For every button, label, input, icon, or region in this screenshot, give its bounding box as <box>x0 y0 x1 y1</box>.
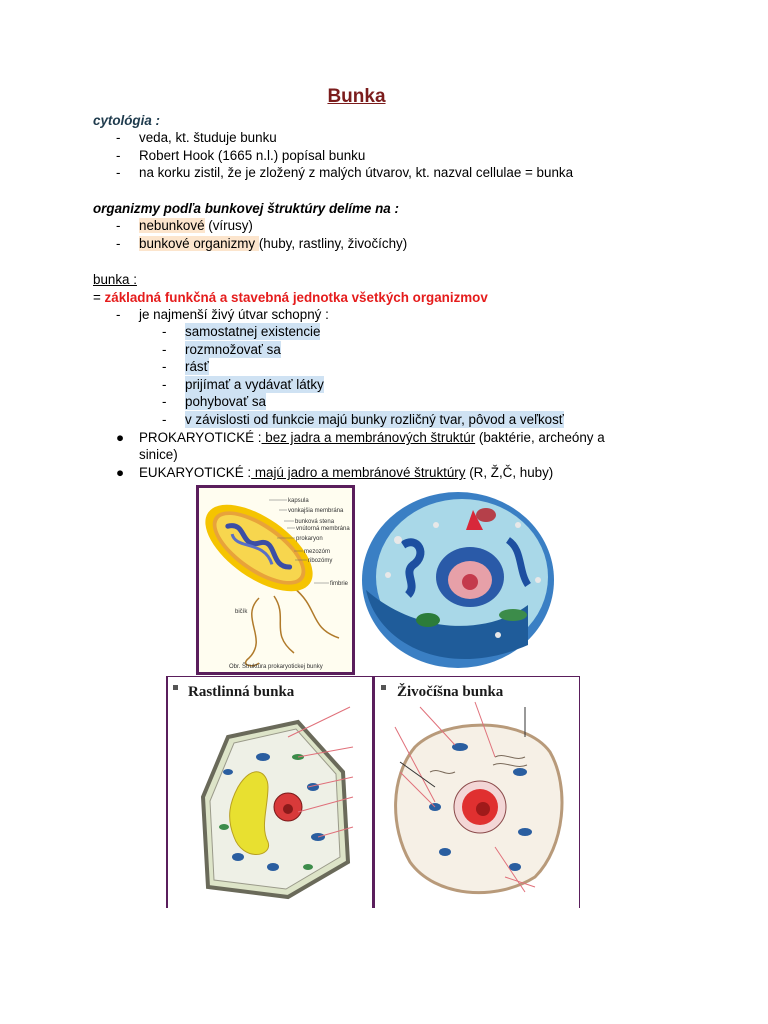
prokaryotic-label: PROKARYOTICKÉ : <box>139 430 262 445</box>
page-title: Bunka <box>327 86 386 107</box>
animal-cell-illustration <box>375 677 579 908</box>
dash-marker: - <box>162 359 167 374</box>
eukaryotic-label: EUKARYOTICKÉ : <box>139 465 252 480</box>
prokaryotic-examples: (baktérie, archeóny a <box>475 430 605 445</box>
organisms-heading: organizmy podľa bunkovej štruktúry delíme na : <box>93 201 399 216</box>
bacterium-label: fimbrie <box>330 581 349 587</box>
dash-marker: - <box>162 377 167 392</box>
definition-text: základná funkčná a stavebná jednotka všetkých organizmov <box>104 290 488 305</box>
dash-marker: - <box>162 324 167 339</box>
ability-text: rásť <box>185 359 209 374</box>
plain-text: (vírusy) <box>204 218 253 233</box>
prokaryotic-underlined: bez jadra a membránových štruktúr <box>261 430 476 445</box>
cell-heading: bunka : <box>93 272 137 287</box>
bacterium-caption: Obr. Štruktúra prokaryotickej bunky <box>229 664 323 670</box>
prokaryotic-text <box>139 429 605 446</box>
dash-marker: - <box>116 130 121 145</box>
bacterium-label: kapsula <box>288 498 309 504</box>
sub-item-text: je najmenší živý útvar schopný : <box>139 307 329 322</box>
ability-text: prijímať a vydávať látky <box>185 377 324 392</box>
ability-text: samostatnej existencie <box>185 324 321 339</box>
bacterium-label: mezozóm <box>304 549 331 555</box>
animal-cell-figure <box>372 676 580 908</box>
eukaryotic-text <box>139 464 553 481</box>
ability-text: rozmnožovať sa <box>185 342 281 357</box>
dash-marker: - <box>162 342 167 357</box>
eukaryotic-underlined: majú jadro a membránové štruktúry <box>251 465 466 480</box>
dash-marker: - <box>116 307 121 322</box>
eukaryotic-examples: (R, Ž,Č, huby) <box>465 465 554 480</box>
bullet-marker: ● <box>116 465 125 480</box>
plain-text: (huby, rastliny, živočíchy) <box>258 236 408 251</box>
plant-cell-illustration <box>168 677 372 908</box>
highlight-text: nebunkové <box>139 218 205 233</box>
dash-marker: - <box>116 218 121 233</box>
cytology-item-text: Robert Hook (1665 n.l.) popísal bunku <box>139 148 366 163</box>
organisms-item-text <box>139 235 407 252</box>
eukaryote-figure <box>358 485 558 675</box>
bacterium-label: prokaryon <box>296 536 323 542</box>
dash-marker: - <box>162 394 167 409</box>
prokaryote-figure <box>196 485 355 675</box>
bacterium-label: bunková stena <box>295 519 335 525</box>
cytology-item-text: veda, kt. študuje bunku <box>139 130 277 145</box>
bacterium-label: vonkajšia membrána <box>288 508 344 514</box>
organisms-item-text <box>139 217 253 234</box>
cell-definition <box>93 289 488 306</box>
equals-sign: = <box>93 290 105 305</box>
highlight-text: bunkové organizmy <box>139 236 259 251</box>
dash-marker: - <box>116 165 121 180</box>
bacterium-label: bičík <box>235 609 248 615</box>
dash-marker: - <box>162 412 167 427</box>
ability-text: pohybovať sa <box>185 394 266 409</box>
bullet-marker: ● <box>116 430 125 445</box>
prokaryotic-continuation: sinice) <box>139 447 178 462</box>
cytology-item-text: na korku zistil, že je zložený z malých útvarov, kt. nazval cellulae = bunka <box>139 165 574 180</box>
dash-marker: - <box>116 236 121 251</box>
bacterium-label: ribozómy <box>308 558 333 564</box>
plant-cell-figure <box>166 676 372 908</box>
plant-cell-title: Rastlinná bunka <box>188 684 295 700</box>
bacterium-illustration <box>199 488 352 672</box>
dash-marker: - <box>116 148 121 163</box>
animal-cell-3d-illustration <box>358 485 558 675</box>
cytology-heading: cytológia : <box>93 113 160 128</box>
animal-cell-title: Živočíšna bunka <box>397 684 504 700</box>
ability-text: v závislosti od funkcie majú bunky rozličný tvar, pôvod a veľkosť <box>185 412 564 427</box>
bacterium-label: vnútorná membrána <box>296 526 350 532</box>
